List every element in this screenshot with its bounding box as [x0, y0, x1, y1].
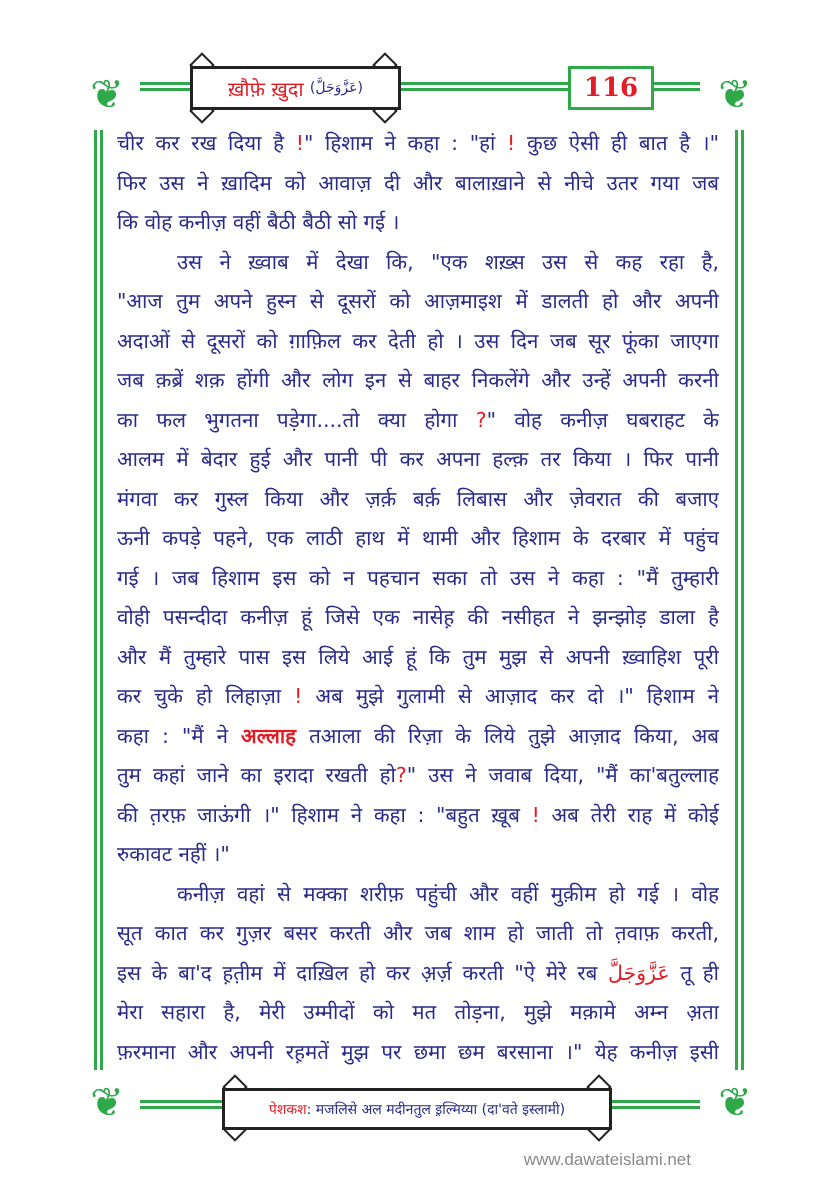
text-line	[117, 677, 719, 717]
book-title-text: ख़ौफ़े ख़ुदा	[228, 76, 304, 101]
text-line	[117, 401, 719, 441]
text-line	[117, 717, 719, 757]
book-title	[190, 66, 401, 110]
text-segment: तुम कहां जाने का इरादा रखती हो	[117, 763, 396, 787]
text-line	[117, 954, 719, 994]
text-line	[117, 875, 719, 915]
text-segment: और मैं तुम्हारे पास इस लिये आई हूं कि तुम मुझ से अपनी ख़्वाहिश पूरी	[117, 644, 719, 669]
text-line	[117, 322, 719, 362]
text-line	[117, 993, 719, 1033]
text-line	[117, 756, 719, 796]
text-segment: कर चुके हो लिहाज़ा	[117, 684, 295, 708]
allah-calligraphy: अल्लाह	[241, 723, 297, 748]
text-line	[117, 835, 719, 875]
text-segment: वोही पसन्दीदा कनीज़ हूं जिसे एक नासेह़ की नसीहत ने झन्झोड़ डाला है	[117, 605, 719, 629]
text-segment: कहा : "मैं ने	[117, 723, 242, 748]
text-line	[117, 243, 719, 283]
text-line	[117, 598, 719, 638]
text-segment: मेरा सहारा है, मेरी उम्मीदों को मत तोड़ना, मुझे मक़ामे अम्न अ़ता	[117, 1000, 719, 1024]
text-segment: ऊनी कपड़े पहने, एक लाठी हाथ में थामी और हिशाम के दरबार में पहुंच	[117, 526, 719, 550]
text-line	[117, 361, 719, 401]
footer-text: : मजलिसे अल मदीनतुल इ़ल्मिय्या (दा'वते इस्लामी)	[306, 1101, 566, 1118]
text-segment: !	[507, 131, 516, 155]
text-segment: मंगवा कर गुस्ल किया और ज़र्क़ बर्क़ लिबास और ज़ेवरात की बजाए	[117, 486, 719, 511]
text-line	[117, 440, 719, 480]
text-segment: की त़रफ़ जाऊंगी ।" हिशाम ने कहा : "बहुत ख़ूब	[117, 802, 532, 827]
text-segment: फ़रमाना और अपनी रह़मतें मुझ पर छमा छम बरसाना ।" येह कनीज़ इसी	[117, 1039, 719, 1064]
text-segment: अब तेरी राह में कोई	[539, 802, 719, 827]
text-segment: का फल भुगतना पड़ेगा....तो क्या होगा	[117, 407, 476, 432]
text-line	[117, 914, 719, 954]
text-line	[117, 1033, 719, 1073]
body-text	[117, 124, 719, 1072]
text-segment: इस के बा'द ह़त़ीम में दाख़िल हो कर अ़र्ज़ करती "ऐ मेरे रब	[117, 960, 609, 985]
text-segment: " उस ने जवाब दिया, "मैं का'बतुल्लाह	[406, 763, 719, 787]
book-title-honorific: (عَزَّوَجَلَّ)	[309, 80, 363, 96]
text-segment: जब क़ब्रें शक़ होंगी और लोग इन से बाहर निकलेंगे और उन्हें अपनी करनी	[117, 368, 719, 392]
text-segment: कुछ ऐसी ही बात है ।"	[515, 131, 719, 155]
text-line	[117, 480, 719, 520]
text-line	[117, 638, 719, 678]
text-segment: अदाओं से दूसरों को ग़ाफ़िल कर देती हो । उस दिन जब सूर फूंका जाएगा	[117, 328, 719, 353]
text-line	[117, 124, 719, 164]
text-segment: "आज तुम अपने हुस्न से दूसरों को आज़माइश में डालती हो और अपनी	[117, 289, 719, 313]
text-segment: चीर कर रख दिया है	[117, 131, 296, 155]
text-segment: कि वोह कनीज़ वहीं बैठी बैठी सो गई ।	[117, 210, 400, 234]
text-segment: आलम में बेदार हुई और पानी पी कर अपना हल्क़ तर किया । फिर पानी	[117, 447, 719, 471]
text-segment: उस ने ख़्वाब में देखा कि, "एक शख़्स उस से कह रहा है,	[177, 249, 719, 274]
corner-ornament-icon: ❦	[90, 72, 124, 118]
footer-label: पेशकश	[268, 1101, 307, 1118]
frame-left-line	[94, 130, 103, 1070]
text-segment: عَزَّوَجَلَّ	[608, 960, 670, 985]
text-segment: !	[294, 684, 303, 708]
corner-ornament-icon: ❦	[718, 72, 752, 118]
text-segment: सूत कात कर गुज़र बसर करती और जब शाम हो जाती तो त़वाफ़ करती,	[117, 921, 719, 945]
page-number: 116	[568, 66, 654, 110]
corner-ornament-icon: ❦	[90, 1080, 124, 1126]
corner-ornament-icon: ❦	[718, 1080, 752, 1126]
text-segment: कनीज़ वहां से मक्का शरीफ़ पहुंची और वहीं मुक़ीम हो गई । वोह	[177, 881, 719, 906]
footer-publisher	[222, 1088, 612, 1130]
text-segment: !	[295, 131, 304, 155]
text-segment: ?	[395, 763, 407, 787]
text-line	[117, 282, 719, 322]
text-line	[117, 519, 719, 559]
text-segment: !	[531, 802, 540, 827]
text-segment: तआला की रिज़ा के लिये तुझे आज़ाद किया, अब	[296, 723, 719, 748]
website-url: www.dawateislami.net	[523, 1150, 691, 1169]
frame-right-line	[735, 130, 744, 1070]
text-segment: गई । जब हिशाम इस को न पहचान सका तो उस ने कहा : "मैं तुम्हारी	[117, 565, 719, 590]
text-segment: रुकावट नहीं ।"	[117, 842, 230, 866]
text-line	[117, 203, 719, 243]
text-line	[117, 559, 719, 599]
text-segment: " वोह कनीज़ घबराहट के	[486, 407, 719, 432]
text-line	[117, 164, 719, 204]
text-segment: तू ही	[669, 960, 719, 985]
text-segment: अब मुझे गुलामी से आज़ाद कर दो ।" हिशाम ने	[302, 684, 719, 708]
text-line	[117, 796, 719, 836]
text-segment: " हिशाम ने कहा : "हां	[303, 131, 508, 155]
text-segment: ?	[475, 407, 487, 432]
text-segment: फिर उस ने ख़ादिम को आवाज़ दी और बालाख़ाने से नीचे उतर गया जब	[117, 170, 719, 195]
